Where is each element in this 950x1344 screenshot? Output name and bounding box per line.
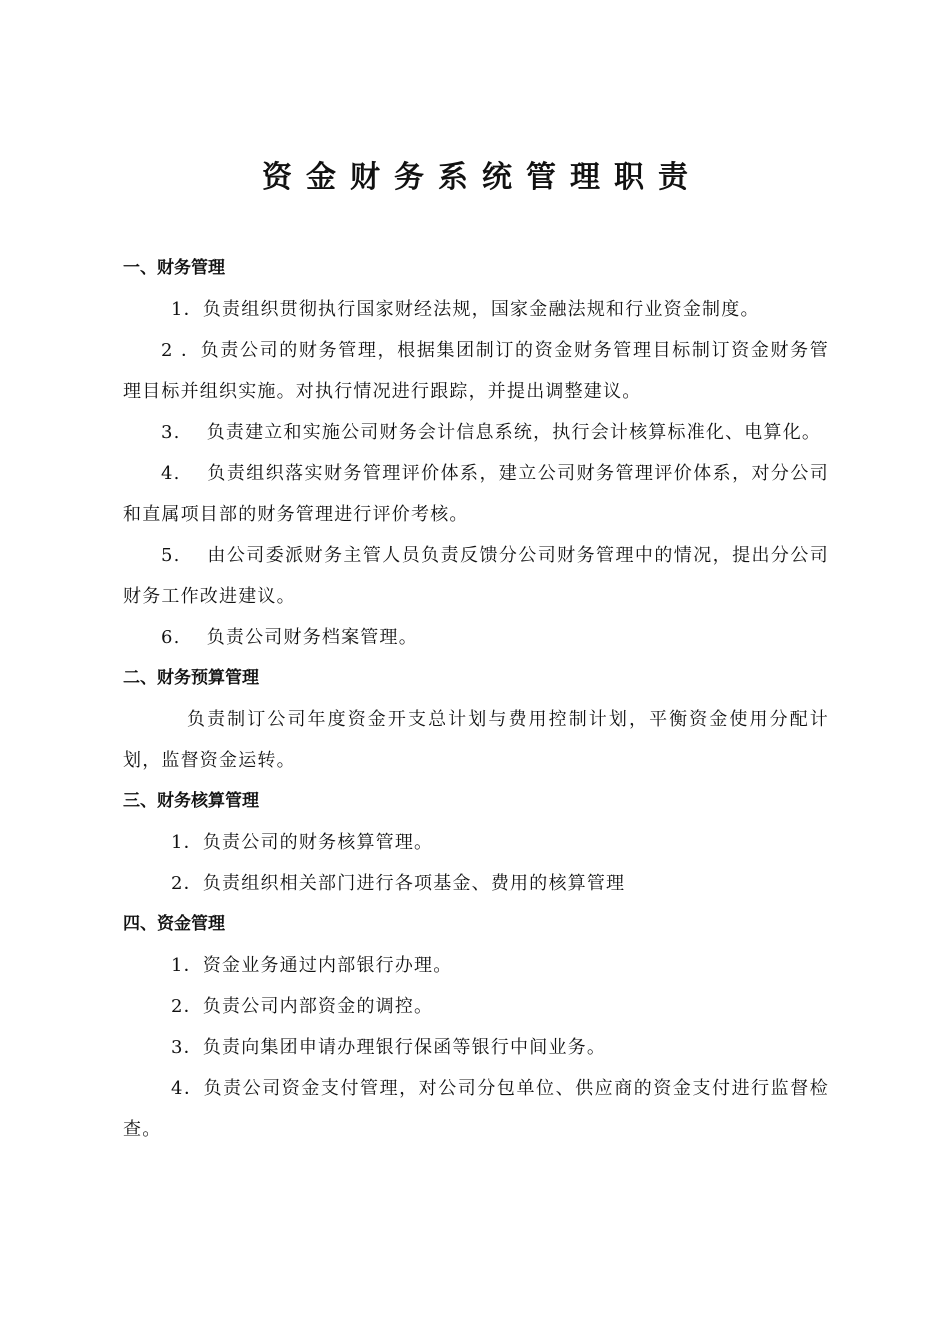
- paragraph: 4. 负责组织落实财务管理评价体系，建立公司财务管理评价体系，对分公司和直属项目部的财务管理进行评价考核。: [123, 463, 829, 525]
- section-financial-management: [123, 248, 829, 658]
- paragraph: 2 ．负责公司的财务管理，根据集团制订的资金财务管理目标制订资金财务管理目标并组织实施。对执行情况进行跟踪，并提出调整建议。: [123, 340, 829, 402]
- paragraph: 3. 负责建立和实施公司财务会计信息系统，执行会计核算标准化、电算化。: [161, 422, 822, 443]
- paragraph: 2．负责公司内部资金的调控。: [171, 996, 434, 1017]
- paragraph: 1．负责组织贯彻执行国家财经法规，国家金融法规和行业资金制度。: [171, 299, 760, 320]
- paragraph: 负责制订公司年度资金开支总计划与费用控制计划，平衡资金使用分配计划，监督资金运转。: [123, 709, 829, 771]
- paragraph: 3．负责向集团申请办理银行保函等银行中间业务。: [171, 1037, 607, 1058]
- section-heading: 三、财务核算管理: [123, 791, 259, 811]
- paragraph: 5. 由公司委派财务主管人员负责反馈分公司财务管理中的情况，提出分公司财务工作改进建议。: [123, 545, 829, 607]
- paragraph: 6. 负责公司财务档案管理。: [161, 627, 418, 648]
- document-body: [123, 248, 829, 1150]
- section-heading: 二、财务预算管理: [123, 668, 259, 688]
- section-heading: 一、财务管理: [123, 258, 225, 278]
- paragraph: 4．负责公司资金支付管理，对公司分包单位、供应商的资金支付进行监督检查。: [123, 1078, 829, 1140]
- document-title: 资金财务系统管理职责: [262, 160, 702, 195]
- paragraph: 1．资金业务通过内部银行办理。: [171, 955, 453, 976]
- section-fund-management: [123, 904, 829, 1150]
- paragraph: 1．负责公司的财务核算管理。: [171, 832, 434, 853]
- section-budget-management: [123, 658, 829, 781]
- paragraph: 2．负责组织相关部门进行各项基金、费用的核算管理: [171, 873, 626, 894]
- section-accounting-management: [123, 781, 829, 904]
- section-heading: 四、资金管理: [123, 914, 225, 934]
